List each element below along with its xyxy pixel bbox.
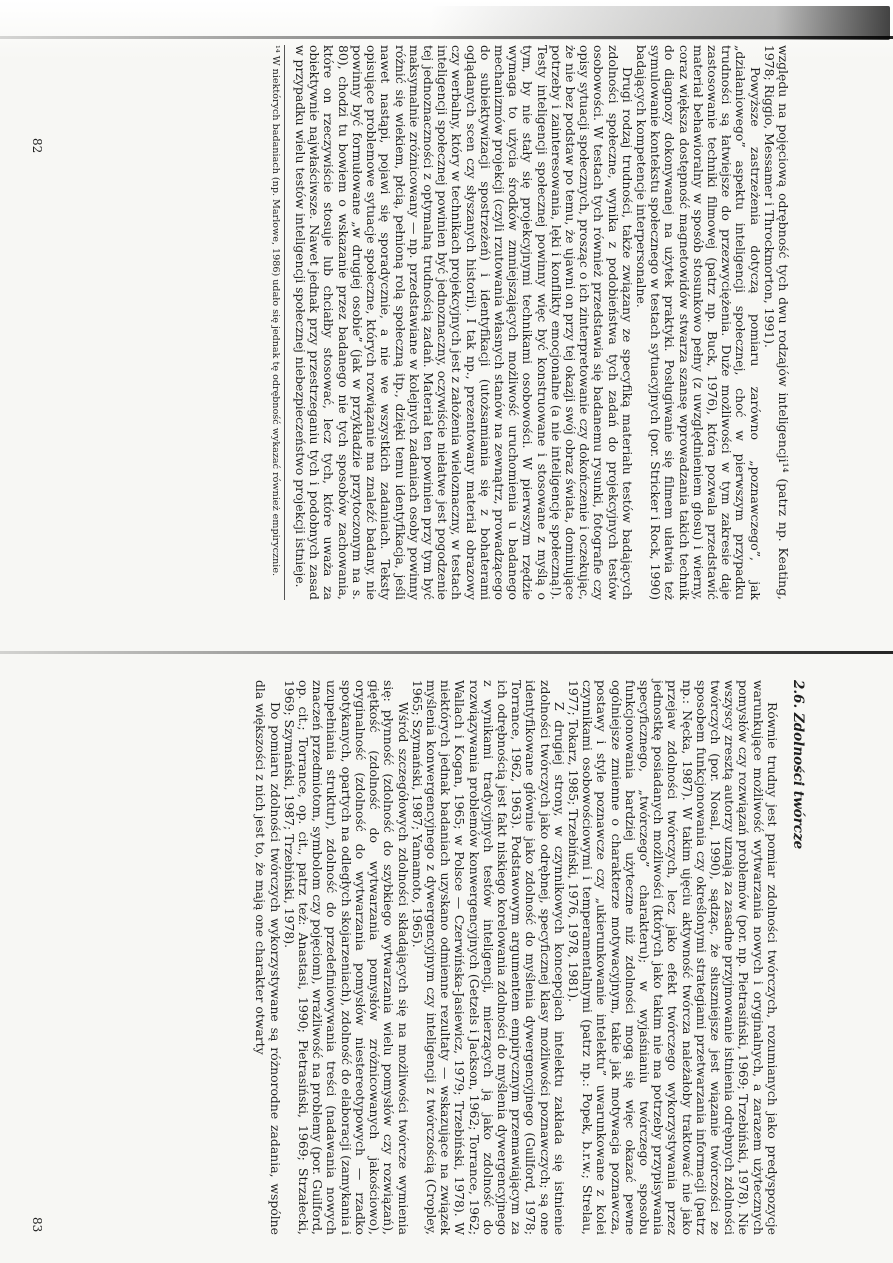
paragraph: Do pomiaru zdolności twórczych wykorzystywane są różnorodne zadania, wspólne dla większości z nich jest to, że mają one charakter otwarty <box>253 680 283 1235</box>
page-number-right: 83 <box>30 1217 44 1233</box>
paragraph: Równie trudny jest pomiar zdolności twórczych, rozumianych jako predyspozycje warunkujące możliwość wytwarzania nowych i oryginalnych, a zarazem użytecznych pomysłów czy rozwiązań problemów (por. np. Pietrasiński, 1969; Trzebiński, 1978). Nie wszyscy zresztą autorzy uznają za zasadne przyjmowanie istnienia odrębnych zdolności twórczych (por. Nosal, 1990), sądząc, że słuszniejsze jest wiązanie twórczości ze sposobem funkcjonowania czy określonymi strategiami przetwarzania informacji (patrz np.: Nęcka, 1987). W takim ujęciu aktywność twórcza należałoby traktować nie jako przejaw zdolności twórczych, lecz jako efekt twórczego wykorzystywania przez jednostkę posiadanych możliwości (których jako takim nie ma potrzeby przypisywania specyficznego, „twórczego” charakteru); w wyjaśnianiu twórczego sposobu funkcjonowania bardziej użyteczne niż zdolności mogą się więc okazać pewne ogólniejsze zmienne o charakterze motywacyjnym, takie jak motywacja poznawcza, postawy i style poznawcze czy „ukierunkowanie intelektu” uwarunkowane z kolei czynnikami osobowościowymi i temperamentalnymi (patrz np.: Popek, b.r.w.; Strelau, 1977; Tokarz, 1985; Trzebiński, 1976, 1978, 1981). <box>565 680 780 1235</box>
left-page <box>150 45 790 600</box>
paragraph: Z drugiej strony, w czynnikowych koncepcjach intelektu zakłada się istnienie zdolności twórczych jako odrębnej, specyficznej klasy możliwości poznawczych; są one identyfikowane głównie jako zdolność do myślenia dywergencyjnego (Guilford, 1978; Torrance, 1962, 1963). Podstawowym argumentem empirycznym przemawiającym za ich odrębnością jest fakt niskiego korelowania zdolności do myślenia dywergencyjnego z wynikami tradycyjnych testów inteligencji, mierzących ją jako zdolność do rozwiązywania problemów konwergencyjnych (Getzels i Jackson, 1962; Torrance, 1962; Wallach i Kogan, 1965; w Polsce — Czerwińska-Jasiewicz, 1979; Trzebiński, 1978). W niektórych jednak badaniach uzyskano odmienne rezultaty — wskazujące na związek myślenia konwergencyjnego z dywergencyjnym czy inteligencji z twórczością (Cropley, 1965; Szymański, 1987; Yamamoto, 1965). <box>409 680 567 1235</box>
scan-fold-line-top <box>0 36 893 39</box>
page-number-left: 82 <box>30 138 44 154</box>
section-heading: 2.6. Zdolności twórcze <box>790 680 806 850</box>
footnote: ¹⁴ W niektórych badaniach (np. Marlowe, 1986) udało się jednak tę odrębność wykazać również empirycznie. <box>269 45 285 600</box>
right-page <box>90 680 805 1235</box>
paragraph: Powyższe zastrzeżenia dotyczą pomiaru zarówno „poznawczego”, jak „działaniowego” aspektu inteligencji społecznej, choć w pierwszym przypadku trudności są łatwiejsze do przezwyciężenia. Duże możliwości w tym zakresie daje zastosowanie techniki filmowej (patrz np. Buck, 1976), która pozwala przedstawić materiał behawioralny w sposób stosunkowo pełny (z uwzględnieniem głosu) i wierny, coraz większa dostępność magnetowidów stwarza szansę wprowadzania takich technik do diagnozy dokonywanej na użytek praktyki. Posługiwanie się filmem ułatwia też symulowanie kontekstu społecznego w testach sytuacyjnych (por. Stricker i Rock, 1990) badających kompetencje interpersonalne. <box>633 45 763 600</box>
paragraph: Drugi rodzaj trudności, także związany ze specyfiką materiału testów badających zdolności społeczne, wynika z podobieństwa tych zadań do projekcyjnych testów osobowości. W testach tych również przedstawia się badanemu rysunki, fotografie czy opisy sytuacji społecznych, prosząc o ich zinterpretowanie czy dokończenie i oczekując, że nie bez podstaw po temu, że ujawni on przy tej okazji swój obraz świata, dominujące potrzeby i zainteresowania, lęki i konflikty emocjonalne (a nie inteligencję społeczną!). Testy inteligencji społecznej powinny więc być konstruowane i stosowane z myślą o tym, by nie stały się projekcyjnymi technikami osobowości. W pierwszym rzędzie wymaga to użycia środków zmniejszających możliwość uruchomienia u badanego mechanizmów projekcji (czyli rzutowania własnych stanów na zewnątrz, prowadzącego do subiektywizacji spostrzeżeń) i identyfikacji (utożsamiania się z bohaterami oglądanych scen czy słyszanych historii). I tak np., prezentowany materiał obrazowy czy werbalny, który w technikach projekcyjnych jest z założenia wieloznaczny, w testach inteligencji społecznej powinien być jednoznaczny, oczywiście niełatwe jest pogodzenie tej jednoznaczności z optymalną trudnością zadań. Materiał ten powinien przy tym być maksymalnie zróżnicowany — np. przedstawiane w kolejnych zadaniach osoby powinny różnić się wiekiem, płcią, pełnioną rolą społeczną itp., dzięki temu identyfikacja, jeśli nawet nastąpi, pojawi się sporadycznie, a nie we wszystkich zadaniach. Teksty opisujące problemowe sytuacje społeczne, których rozwiązanie ma znaleźć badany, nie powinny być formułowane „w drugiej osobie” (jak w przykładzie przytoczonym na s. 80), chodzi tu bowiem o wskazanie przez badanego nie tych sposobów zachowania, które on rzeczywiście stosuje lub chciałby stosować, lecz tych, które uważa za obiektywnie najwłaściwsze. Nawet jednak przy przestrzeganiu tych i podobnych zasad w przypadku wielu testów inteligencji społecznej niebezpieczeństwo projekcji istnieje. <box>293 45 635 600</box>
paragraph: Wśród szczegółowych zdolności składających się na możliwości twórcze wymienia się: płynność (zdolność do szybkiego wytwarzania wielu pomysłów czy rozwiązań), giętkość (zdolność do wytwarzania pomysłów zróżnicowanych jakościowo), oryginalność (zdolność do wytwarzania pomysłów niestereotypowych — rzadko spotykanych, opartych na odległych skojarzeniach), zdolność do elaboracji (zamykania i uzupełniania struktur), zdolność do przedefiniowywania treści (nadawania nowych znaczeń przedmiotom, symbolom czy pojęciom), wrażliwość na problemy (por. Guilford, op. cit.; Torrance, op. cit., patrz też: Anastasi, 1990; Pietrasiński, 1969; Strzałecki, 1969; Szymański, 1987; Trzebiński, 1978). <box>281 680 411 1235</box>
scan-shadow <box>430 6 890 40</box>
scan-fold-line-middle <box>0 651 893 654</box>
paragraph: względu na pojęciową odrębność tych dwu rodzajów inteligencji¹⁴ (patrz np. Keating, 1978; Riggio, Messamer i Throckmorton, 1991). <box>761 45 791 600</box>
